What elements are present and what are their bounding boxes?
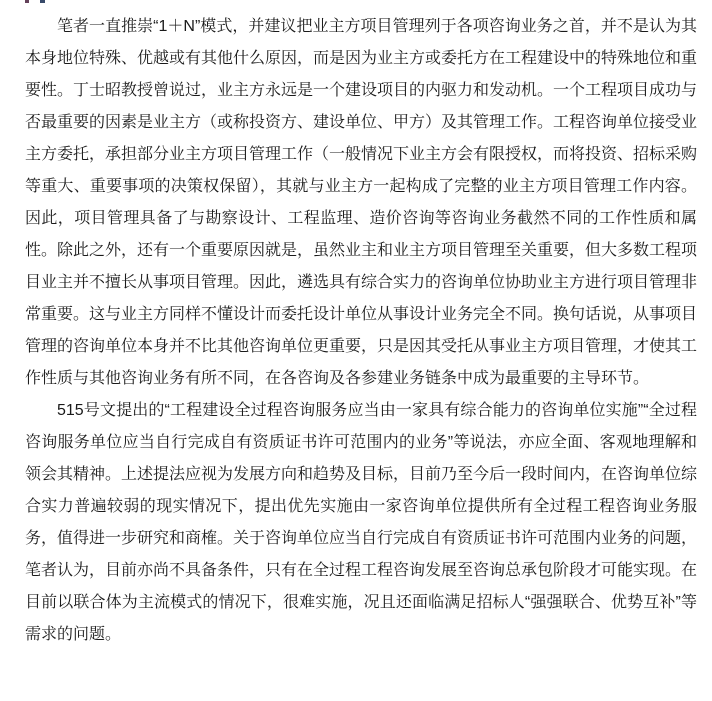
document-text-block: [25, 11, 697, 651]
paragraph-owner-project-management: 笔者一直推崇“1＋N”模式，并建议把业主方项目管理列于各项咨询业务之首，并不是认为其本身地位特殊、优越或有其他什么原因，而是因为业主方或委托方在工程建设中的特殊地位和重要性。丁士昭教授曾说过，业主方永远是一个建设项目的内驱力和发动机。一个工程项目成功与否最重要的因素是业主方（或称投资方、建设单位、甲方）及其管理工作。工程咨询单位接受业主方委托，承担部分业主方项目管理工作（一般情况下业主方会有限授权，而将投资、招标采购等重大、重要事项的决策权保留），其就与业主方一起构成了完整的业主方项目管理工作内容。因此，项目管理具备了与勘察设计、工程监理、造价咨询等咨询业务截然不同的工作性质和属性。除此之外，还有一个重要原因就是，虽然业主和业主方项目管理至关重要，但大多数工程项目业主并不擅长从事项目管理。因此，遴选具有综合实力的咨询单位协助业主方进行项目管理非常重要。这与业主方同样不懂设计而委托设计单位从事设计业务完全不同。换句话说，从事项目管理的咨询单位本身并不比其他咨询单位更重要，只是因其受托从事业主方项目管理，才使其工作性质与其他咨询业务有所不同，在各咨询及各参建业务链条中成为最重要的主导环节。: [25, 18, 698, 387]
clipped-text-fragment: [0, 0, 712, 3]
clipped-glyph-mark-1: [25, 0, 29, 3]
clipped-glyph-mark-2: [40, 0, 45, 3]
paragraph-515-document: 515号文提出的“工程建设全过程咨询服务应当由一家具有综合能力的咨询单位实施”“全过程咨询服务单位应当自行完成自有资质证书许可范围内的业务”等说法，亦应全面、客观地理解和领会其精神。上述提法应视为发展方向和趋势及目标，目前乃至今后一段时间内，在咨询单位综合实力普遍较弱的现实情况下，提出优先实施由一家咨询单位提供所有全过程工程咨询业务服务，值得进一步研究和商榷。关于咨询单位应当自行完成自有资质证书许可范围内业务的问题，笔者认为，目前亦尚不具备条件，只有在全过程工程咨询发展至咨询总承包阶段才可能实现。在目前以联合体为主流模式的情况下，很难实施，况且还面临满足招标人“强强联合、优势互补”等需求的问题。: [25, 402, 698, 643]
